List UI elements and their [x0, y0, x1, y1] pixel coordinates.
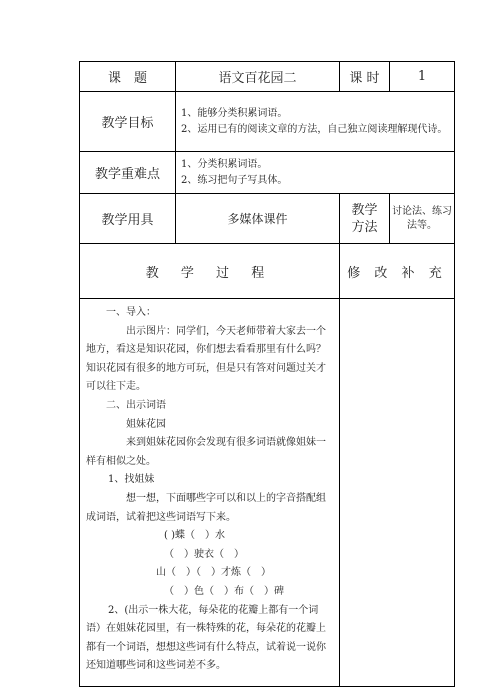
- row-goals: [80, 92, 455, 152]
- revision-content: [340, 299, 455, 687]
- revision-header: 修 改 补 充: [340, 244, 455, 299]
- goal-item: 1、能够分类积累词语。: [181, 107, 288, 119]
- key-point-item: 1、分类积累词语。: [181, 158, 268, 170]
- process-line: （ ）色（ ）布（ ）碑: [164, 585, 284, 597]
- topic-label: 课 题: [80, 62, 176, 92]
- tools-label: 教学用具: [80, 194, 176, 244]
- method-label-line: 教学: [351, 202, 378, 218]
- process-line: 出示图片：同学们，今天老师带着大家去一个地方，看这是知识花园，你们想去看看那里有什么吗？知识花园有很多的地方可玩，但是只有答对问题过关才可以往下走。: [86, 325, 326, 393]
- key-points-label: 教学重难点: [80, 152, 176, 194]
- goal-item: 2、运用已有的阅读文章的方法，自己独立阅读理解现代诗。: [181, 123, 448, 135]
- process-line: 姐妹花园: [126, 418, 166, 430]
- process-line: 来到姐妹花园你会发现有很多词语就像姐妹一样有相似之处。: [86, 437, 326, 467]
- process-header: 教 学 过 程: [80, 244, 340, 299]
- row-key-points: [80, 152, 455, 194]
- row-tools: [80, 194, 455, 244]
- topic-value: 语文百花园二: [176, 62, 340, 92]
- process-line: 一、导入：: [106, 307, 156, 318]
- method-value-line: 法等。: [407, 219, 437, 231]
- method-value-line: 讨论法、练习: [392, 205, 452, 217]
- goals-label: 教学目标: [80, 92, 176, 152]
- method-label: [340, 194, 390, 244]
- key-points-content: [176, 152, 455, 194]
- method-label-line: 方法: [351, 219, 378, 235]
- goals-content: [176, 92, 455, 152]
- lesson-plan-table: [79, 61, 455, 687]
- process-line: （ ）驶衣（ ）: [164, 548, 244, 560]
- hours-label: 课 时: [340, 62, 390, 92]
- process-line: ( )蝶（ ）水: [164, 530, 225, 542]
- process-line: 1、找姐妹: [108, 474, 155, 486]
- tools-value: 多媒体课件: [176, 194, 340, 244]
- process-line: 二、出示词语: [106, 399, 166, 411]
- hours-value: 1: [390, 62, 455, 92]
- process-line: 山（ ）（ ）才炼（ ）: [156, 567, 271, 579]
- method-value: [390, 194, 455, 244]
- process-content: [80, 299, 340, 687]
- row-process: [80, 299, 455, 687]
- key-point-item: 2、练习把句子写具体。: [181, 174, 288, 186]
- process-line: 2、(出示一株大花，每朵花的花瓣上都有一个词语）在姐妹花园里，有一株特殊的花，每朵花的花瓣上都有一个词语，想想这些词有什么特点，试着说一说你还知道哪些词和这些词差不多。: [86, 604, 326, 672]
- row-headers: [80, 244, 455, 299]
- process-line: 想一想，下面哪些字可以和以上的字音搭配组成词语，试着把这些词语写下来。: [86, 492, 326, 523]
- row-topic: [80, 62, 455, 92]
